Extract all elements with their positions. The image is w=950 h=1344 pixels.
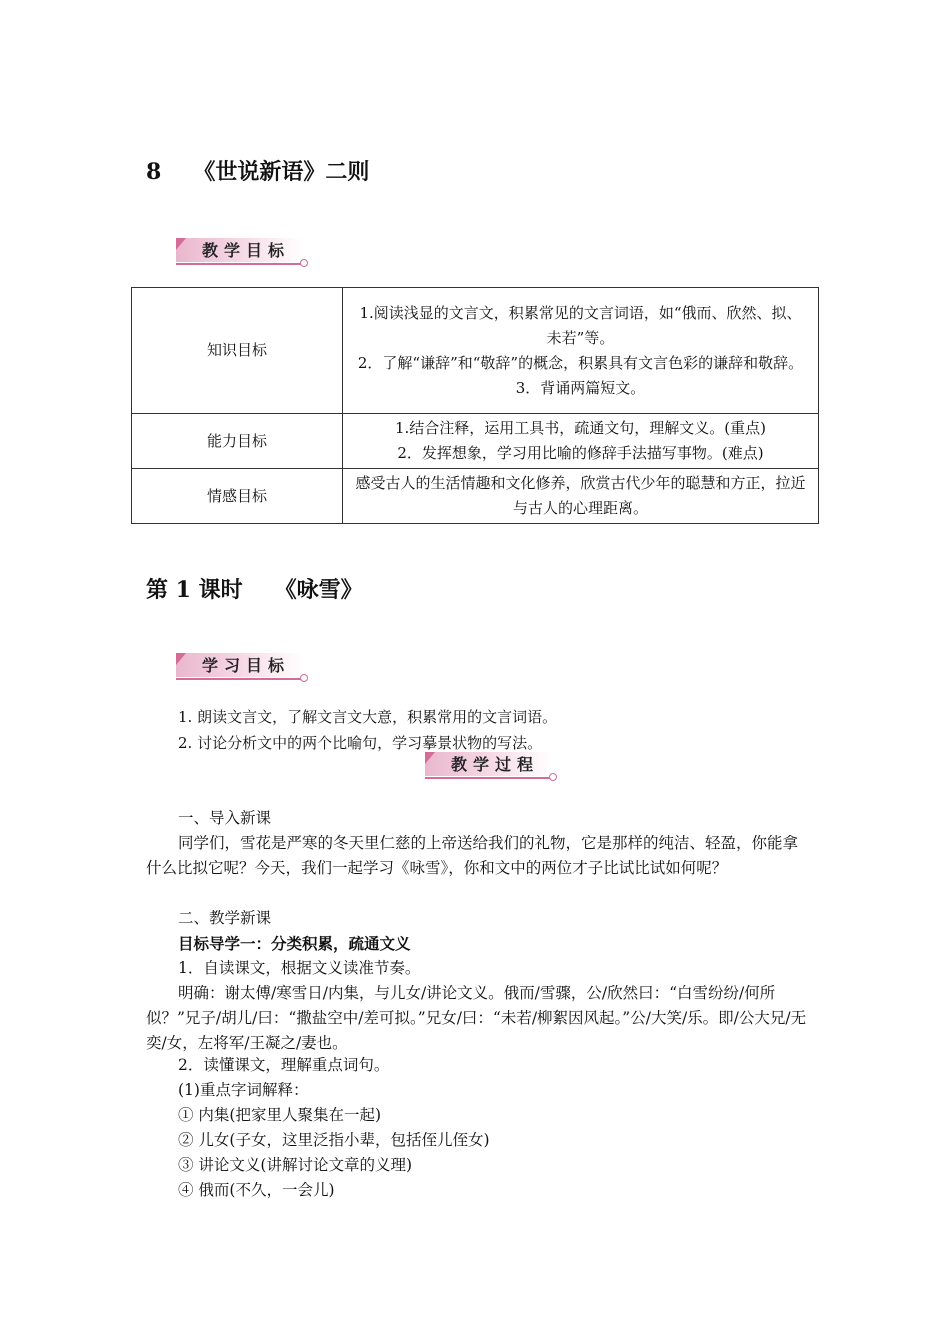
clarify-paragraph: 明确：谢太傅/寒雪日/内集，与儿女/讲论文义。俄而/雪骤，公/欣然曰：“白雪纷纷/何所似？”兄子/胡儿/曰：“撒盐空中/差可拟。”兄女/曰：“未若/柳絮因风起。”公/大笑/乐。即/公大兄/无奕/女，左将军/王凝之/妻也。 (146, 984, 807, 1052)
lesson-heading (146, 573, 363, 604)
chapter-number: 8 (146, 159, 162, 185)
list-item: ② 儿女(子女，这里泛指小辈，包括侄儿侄女) (178, 1131, 490, 1149)
step-text: 2．读懂课文，理解重点词句。 (178, 1056, 390, 1074)
goal-content: 1.阅读浅显的文言文，积累常见的文言词语，如“俄而、欣然、拟、未若”等。 2．了解“谦辞”和“敬辞”的概念，积累具有文言色彩的谦辞和敬辞。 3．背诵两篇短文。 (343, 288, 819, 414)
step-text: 1．自读课文，根据文义读准节奏。 (178, 959, 421, 977)
section-heading: 二、教学新课 (178, 909, 272, 927)
learning-objective: 2. 讨论分析文中的两个比喻句，学习摹景状物的写法。 (178, 734, 543, 752)
section-heading: 一、导入新课 (178, 809, 272, 827)
dot-icon (300, 674, 308, 682)
list-item: ③ 讲论文义(讲解讨论文章的义理) (178, 1156, 413, 1174)
goal-content: 1.结合注释，运用工具书，疏通文句，理解文义。(重点) 2．发挥想象，学习用比喻的修辞手法描写事物。(难点) (343, 414, 819, 469)
intro-paragraph: 同学们，雪花是严寒的冬天里仁慈的上帝送给我们的礼物，它是那样的纯洁、轻盈，你能拿什么比拟它呢？今天，我们一起学习《咏雪》，你和文中的两位才子比试比试如何呢？ (146, 834, 799, 877)
goals-table (131, 287, 819, 524)
sub-heading: (1)重点字词解释： (178, 1081, 309, 1099)
lesson-title: 《咏雪》 (274, 577, 363, 603)
learning-objective: 1. 朗读文言文，了解文言文大意，积累常用的文言词语。 (178, 708, 558, 726)
dot-icon (300, 259, 308, 267)
table-row (132, 414, 819, 469)
lesson-part: 第 1 课时 (146, 577, 243, 603)
goal-content: 感受古人的生活情趣和文化修养，欣赏古代少年的聪慧和方正，拉近与古人的心理距离。 (343, 469, 819, 524)
goal-label: 能力目标 (132, 414, 343, 469)
table-row (132, 469, 819, 524)
table-row (132, 288, 819, 414)
target-heading: 目标导学一：分类积累，疏通文义 (178, 934, 411, 953)
chapter-title: 《世说新语》二则 (193, 159, 370, 185)
dot-icon (549, 773, 557, 781)
page-title (146, 155, 369, 186)
list-item: ① 内集(把家里人聚集在一起) (178, 1106, 382, 1124)
list-item: ④ 俄而(不久，一会儿) (178, 1181, 335, 1199)
goal-label: 情感目标 (132, 469, 343, 524)
goal-label: 知识目标 (132, 288, 343, 414)
